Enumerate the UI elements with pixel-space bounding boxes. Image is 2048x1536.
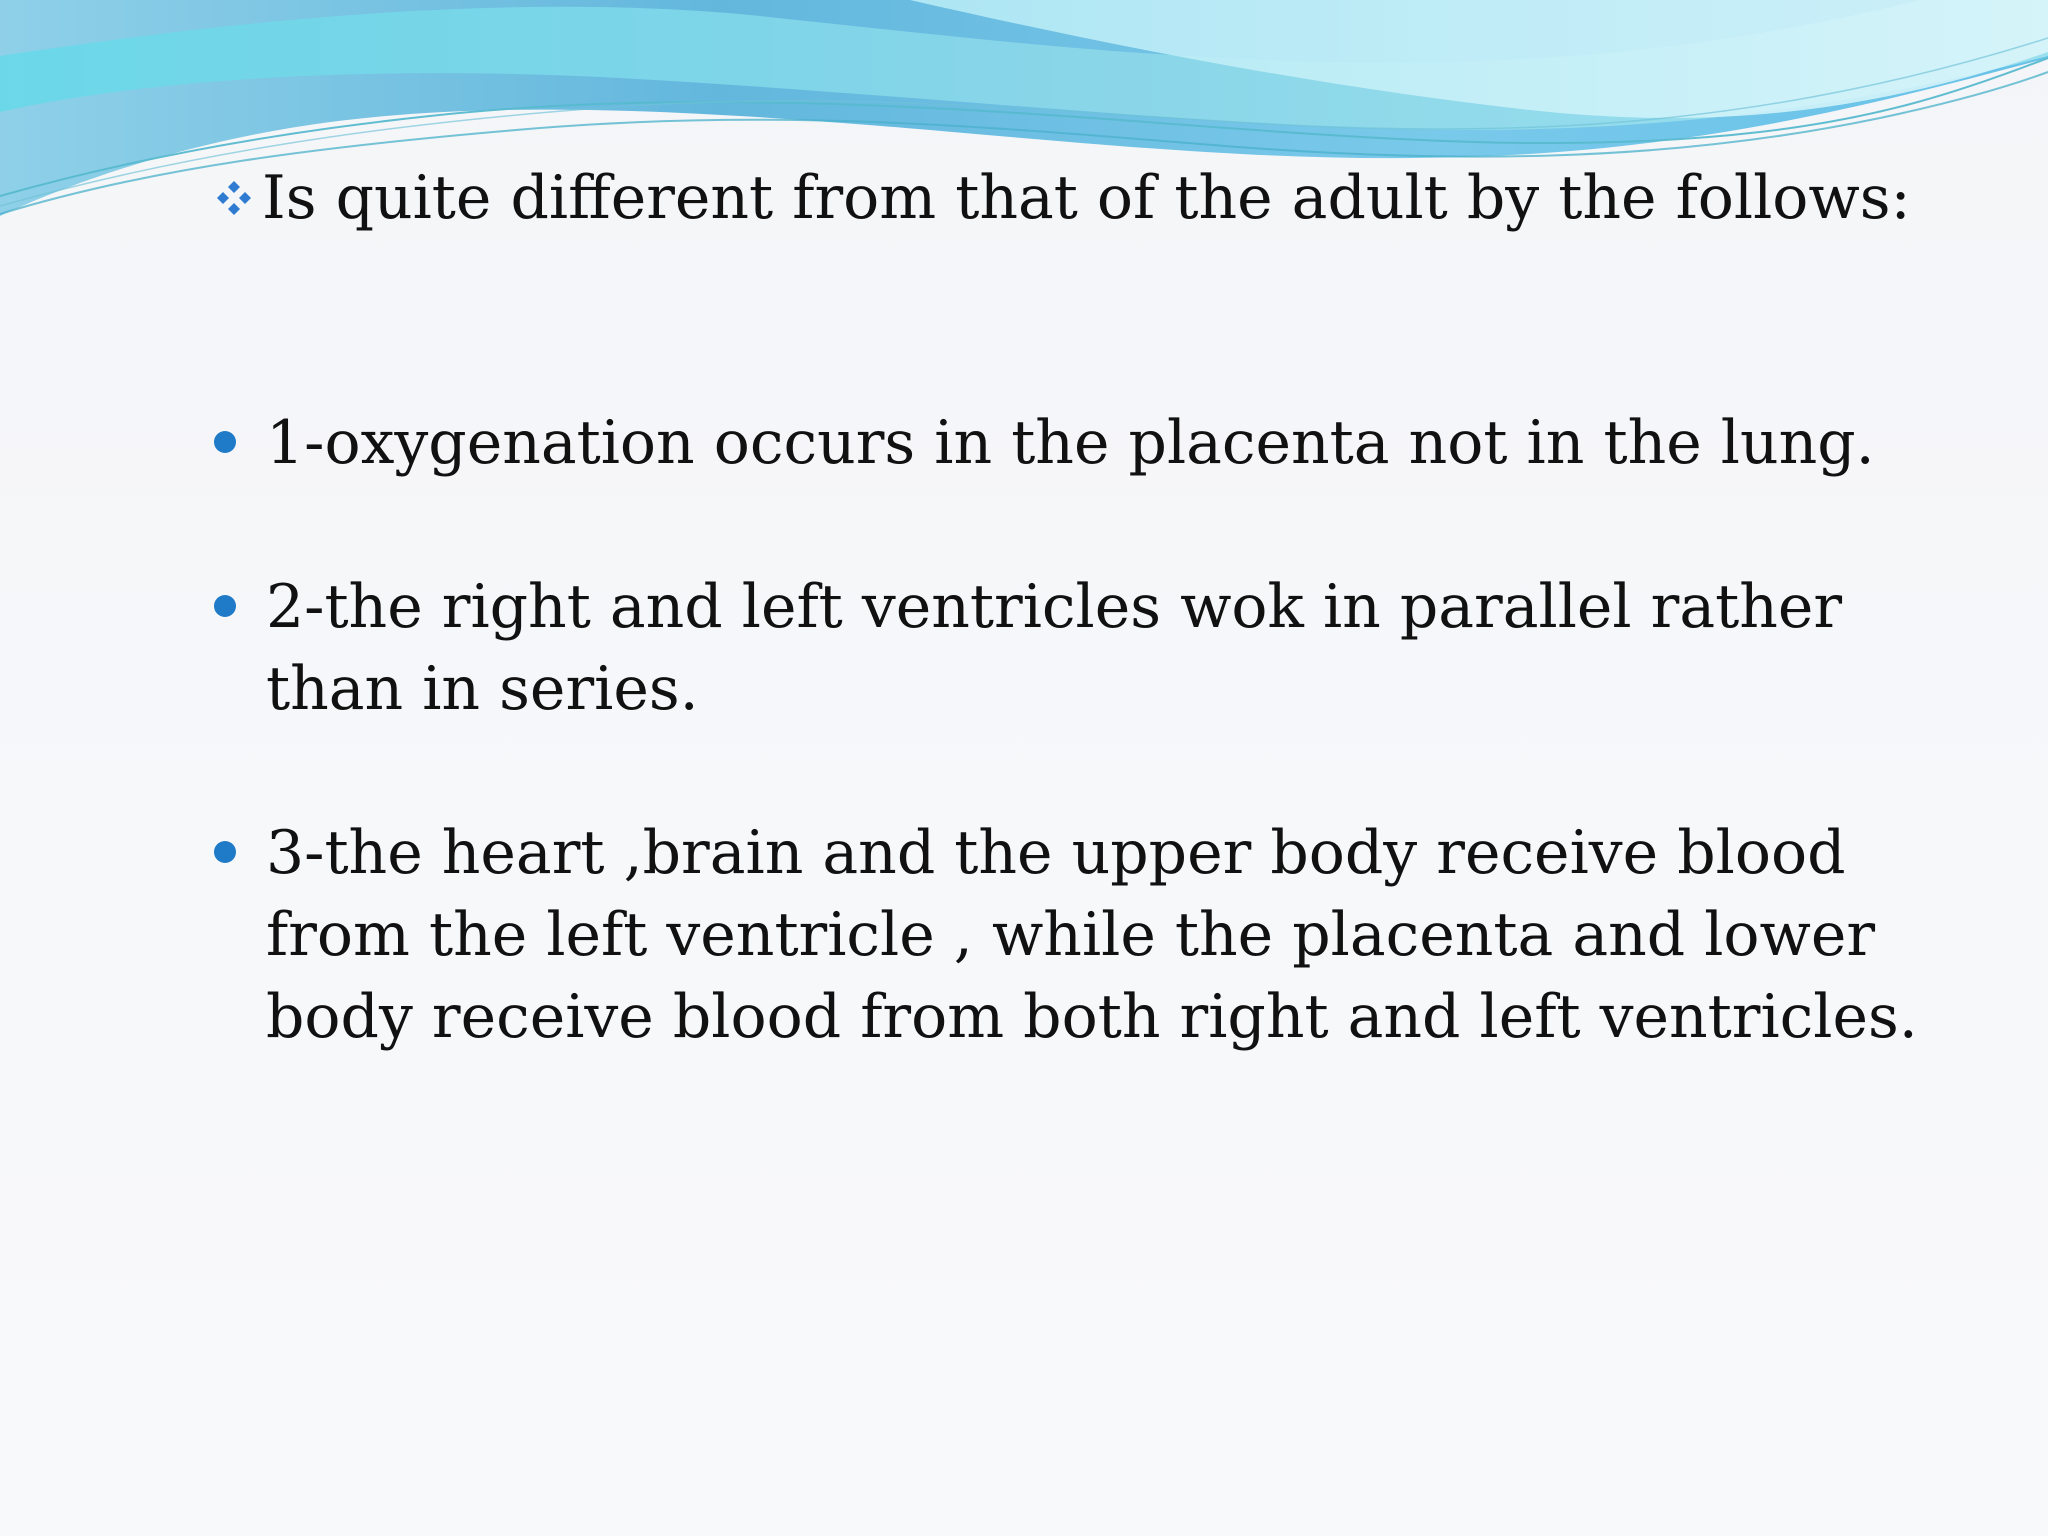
round-bullet-icon — [214, 841, 236, 863]
bullet-text-2: 2-the right and left ventricles wok in parallel rather than in series. — [266, 572, 1843, 724]
heading-text: Is quite different from that of the adult by the follows: — [262, 163, 1911, 233]
diamond-bullet-icon — [214, 178, 254, 218]
round-bullet-icon — [214, 431, 236, 453]
round-bullet-icon — [214, 595, 236, 617]
bullet-text-1: 1-oxygenation occurs in the placenta not in the lung. — [266, 408, 1875, 478]
bullet-item-2 — [214, 566, 1954, 730]
slide-heading — [214, 158, 2014, 238]
bullet-item-3 — [214, 812, 1954, 1058]
bullet-text-3: 3-the heart ,brain and the upper body receive blood from the left ventricle , while the placenta and lower body receive blood from both right and left ventricles. — [266, 818, 1918, 1052]
bullet-item-1 — [214, 402, 1954, 484]
